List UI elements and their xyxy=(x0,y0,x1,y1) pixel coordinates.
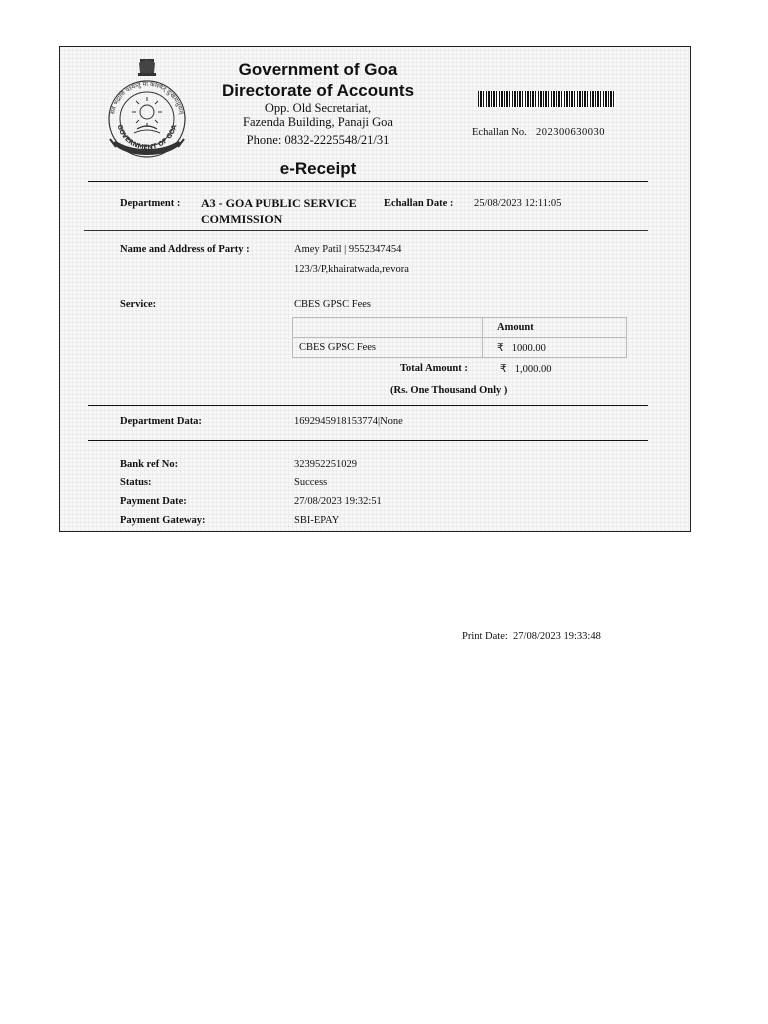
department-data-label: Department Data: xyxy=(120,416,202,427)
phone-number: Phone: 0832-2225548/21/31 xyxy=(246,133,390,147)
department-title-line2: Directorate of Accounts xyxy=(221,81,415,100)
total-amount-label: Total Amount : xyxy=(400,363,468,374)
fees-table xyxy=(292,317,627,358)
bank-ref-value: 323952251029 xyxy=(294,459,357,470)
rupee-icon: ₹ xyxy=(500,364,507,375)
print-date-label: Print Date: xyxy=(462,631,508,642)
status-label: Status: xyxy=(120,477,152,488)
echallan-date-label: Echallan Date : xyxy=(384,198,454,209)
total-amount xyxy=(500,363,551,375)
department-value-line1: A3 - GOA PUBLIC SERVICE xyxy=(201,196,357,210)
fee-service-cell: CBES GPSC Fees xyxy=(293,338,483,358)
print-date xyxy=(462,631,601,642)
receipt-title: e-Receipt xyxy=(279,159,357,178)
service-label: Service: xyxy=(120,299,157,310)
department-value-line2: COMMISSION xyxy=(201,212,283,226)
table-row xyxy=(293,338,627,358)
echallan-number-label: Echallan No. xyxy=(472,127,527,138)
party-name: Amey Patil | 9552347454 xyxy=(294,244,402,255)
echallan-date: 25/08/2023 12:11:05 xyxy=(474,198,562,209)
amount-in-words: (Rs. One Thousand Only ) xyxy=(390,385,508,396)
svg-text:GOVERNMENT OF GOA: GOVERNMENT OF GOA xyxy=(115,123,179,152)
payment-gateway-label: Payment Gateway: xyxy=(120,515,206,526)
svg-text:सर्वे भद्राणि पश्यन्तु मा कश्च: सर्वे भद्राणि पश्यन्तु मा कश्चित् दुःखमाप्नुयात् xyxy=(109,80,185,115)
goa-state-emblem-icon xyxy=(104,57,190,167)
payment-date-value: 27/08/2023 19:32:51 xyxy=(294,496,382,507)
table-cell xyxy=(293,318,483,338)
e-receipt-document xyxy=(59,46,691,532)
address-line2: Fazenda Building, Panaji Goa xyxy=(243,115,393,129)
fee-amount: 1000.00 xyxy=(511,342,546,354)
divider xyxy=(88,405,648,406)
print-date-value: 27/08/2023 19:33:48 xyxy=(513,631,601,642)
department-label: Department : xyxy=(120,198,181,209)
payment-date-label: Payment Date: xyxy=(120,496,187,507)
echallan-number: 202300630030 xyxy=(536,127,605,138)
table-row xyxy=(293,318,627,338)
status-value: Success xyxy=(294,477,328,488)
fee-amount-cell xyxy=(483,338,627,358)
divider xyxy=(88,440,648,441)
address-line1: Opp. Old Secretariat, xyxy=(264,101,372,115)
bank-ref-label: Bank ref No: xyxy=(120,459,179,470)
rupee-icon: ₹ xyxy=(497,342,504,354)
party-label: Name and Address of Party : xyxy=(120,244,250,255)
service-value: CBES GPSC Fees xyxy=(294,299,372,310)
divider xyxy=(88,181,648,182)
department-title-line1: Government of Goa xyxy=(238,60,398,79)
party-address: 123/3/P,khairatwada,revora xyxy=(294,264,409,275)
payment-gateway-value: SBI-EPAY xyxy=(294,515,340,526)
divider xyxy=(84,230,648,231)
amount-header: Amount xyxy=(483,318,627,338)
total-amount-value: 1,000.00 xyxy=(514,364,552,375)
department-data-value: 1692945918153774|None xyxy=(294,416,403,427)
barcode xyxy=(478,91,616,107)
